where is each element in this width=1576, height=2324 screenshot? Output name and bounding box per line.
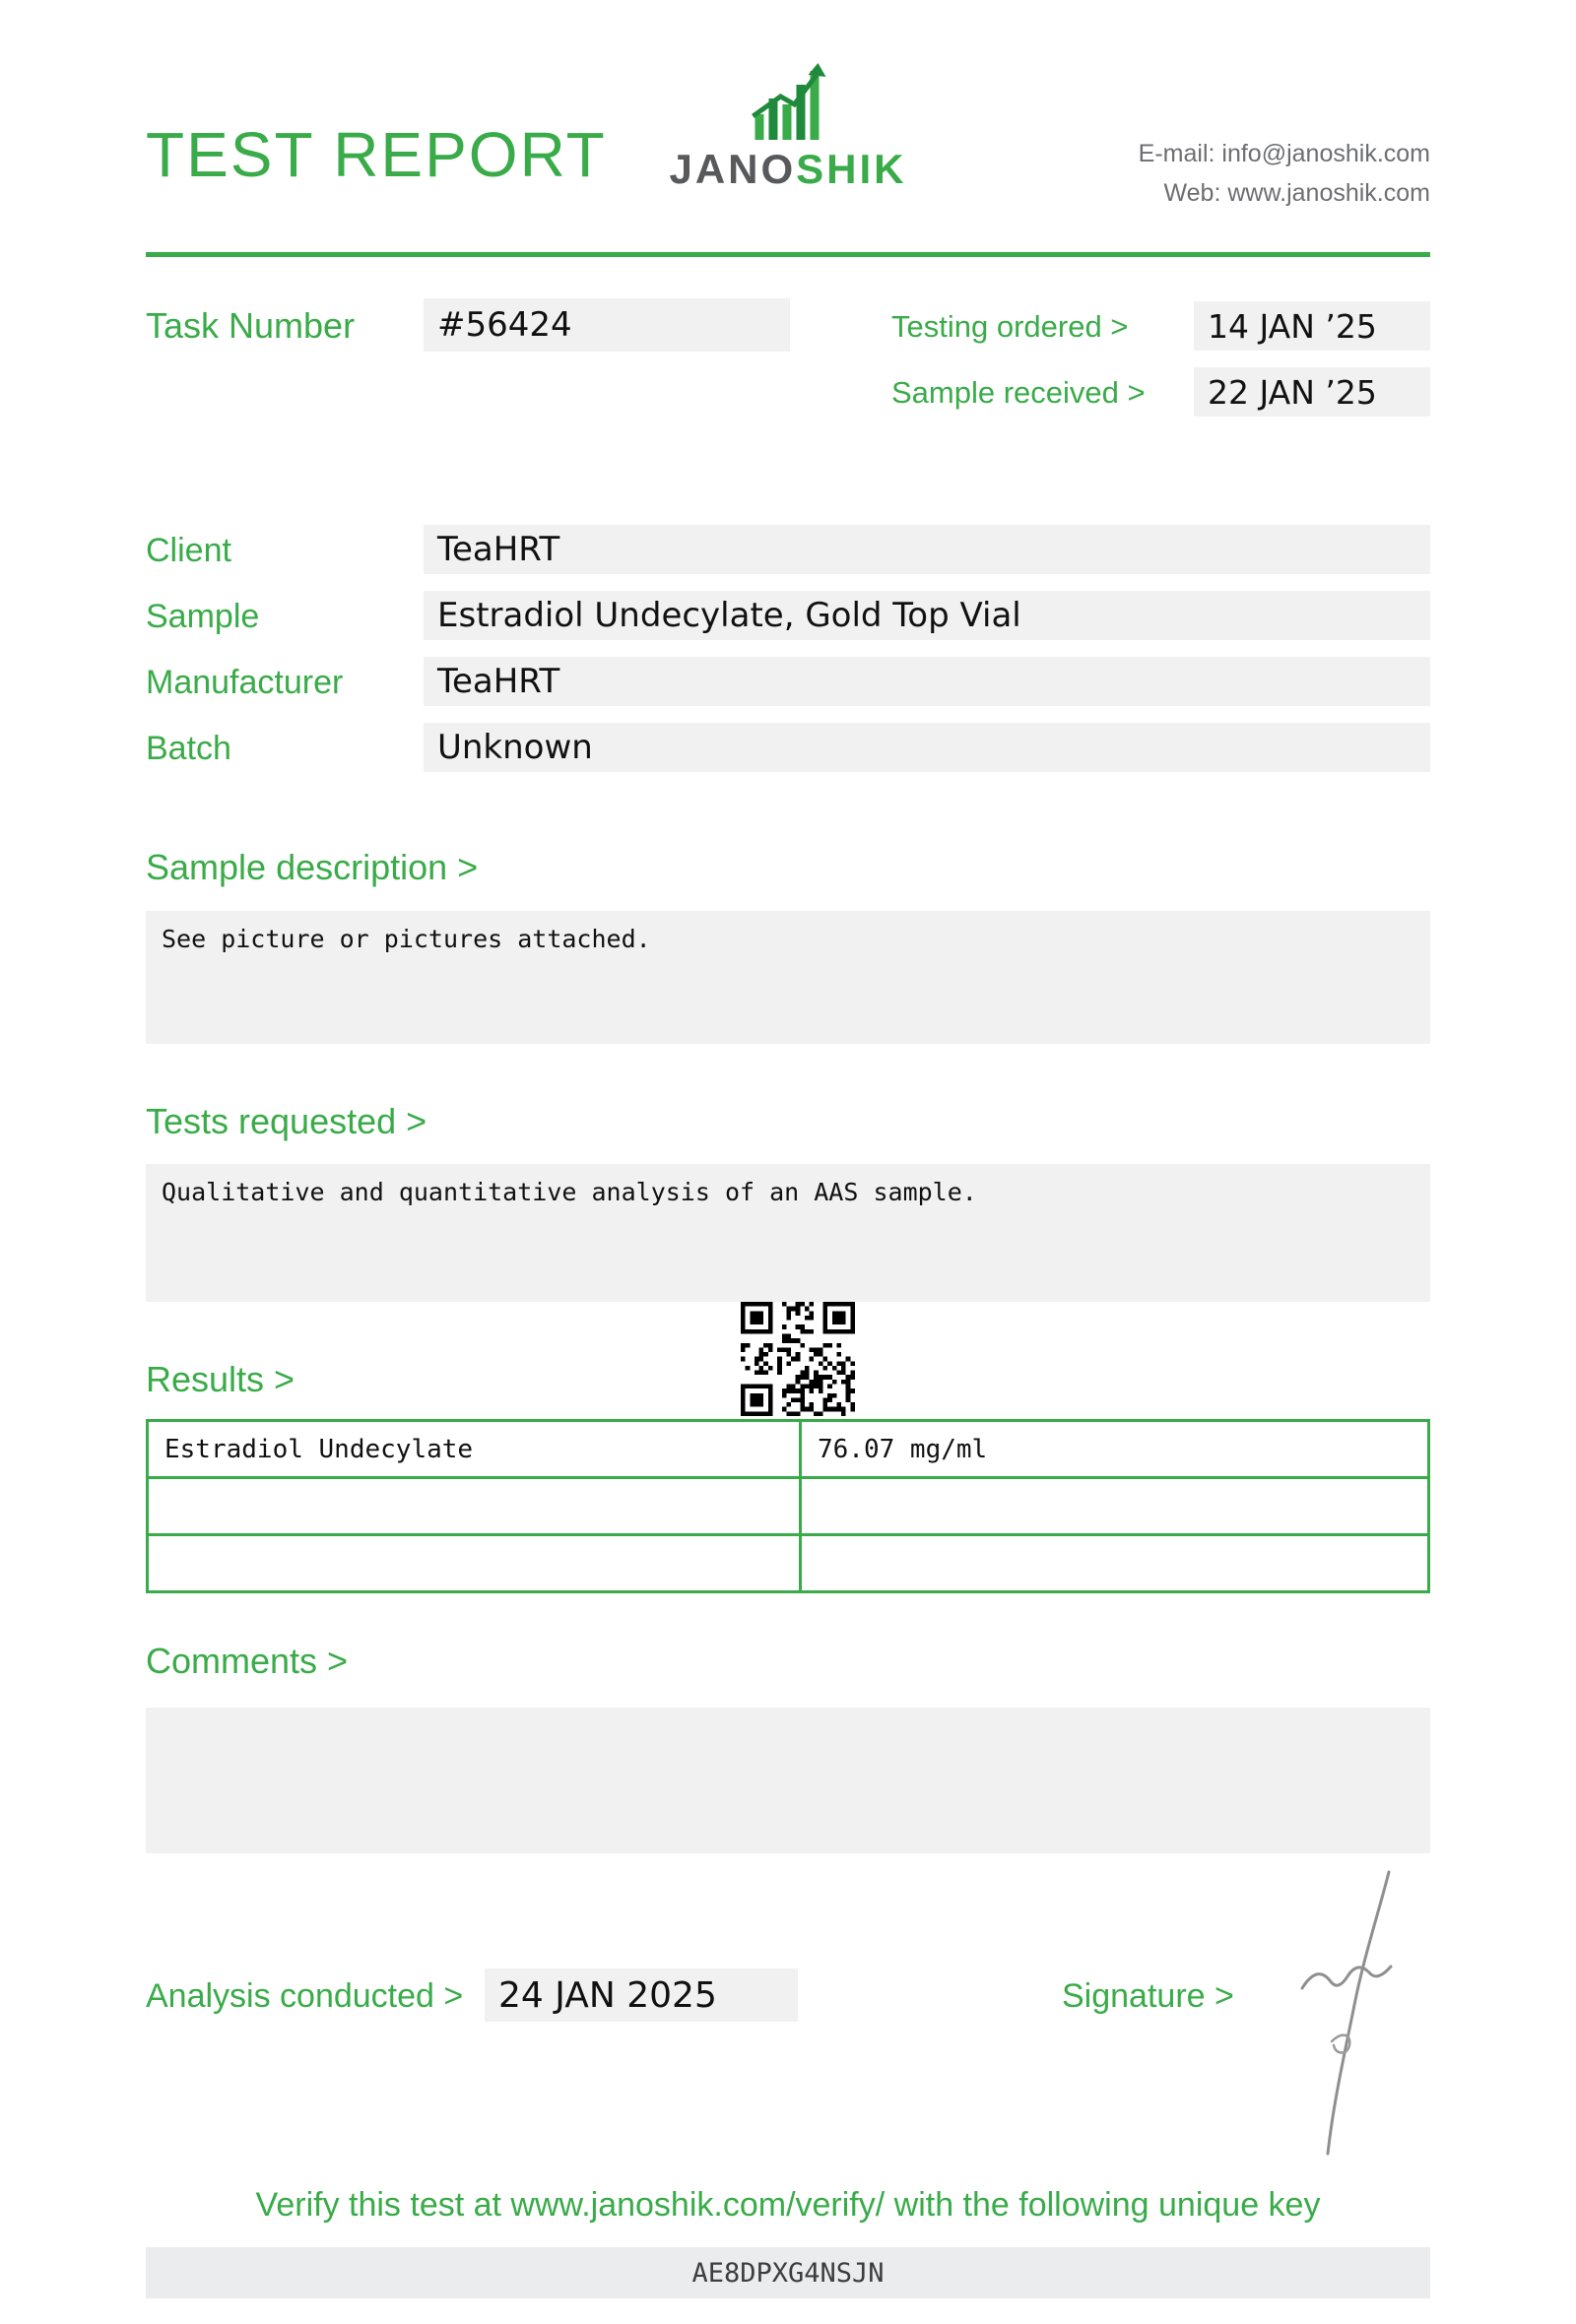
page-title: TEST REPORT	[146, 119, 607, 190]
comments-box	[146, 1708, 1430, 1853]
web-label: Web:	[1163, 179, 1221, 207]
analysis-date-value: 24 JAN 2025	[485, 1969, 798, 2022]
logo-chart-icon	[729, 59, 847, 144]
client-label: Client	[146, 532, 231, 569]
result-row	[148, 1478, 1429, 1535]
client-value: TeaHRT	[424, 525, 1430, 574]
verify-key: AE8DPXG4NSJN	[146, 2247, 1430, 2298]
task-number-value: #56424	[424, 298, 790, 352]
result-row	[148, 1535, 1429, 1592]
contact-info	[1139, 134, 1430, 213]
sample-description-text: See picture or pictures attached.	[162, 925, 651, 953]
tests-requested-heading: Tests requested >	[146, 1101, 427, 1141]
result-value-cell: 76.07 mg/ml	[801, 1421, 1429, 1478]
tests-requested-box	[146, 1164, 1430, 1302]
signature-image	[1273, 1864, 1440, 2164]
sample-label: Sample	[146, 598, 260, 635]
result-value-cell	[801, 1478, 1429, 1535]
logo-text-jano: JANO	[669, 146, 797, 192]
testing-ordered-value: 14 JAN ’25	[1194, 301, 1430, 351]
logo-text-shik: SHIK	[796, 146, 907, 192]
result-row	[148, 1421, 1429, 1478]
manufacturer-label: Manufacturer	[146, 664, 344, 701]
results-heading: Results >	[146, 1359, 296, 1399]
sample-received-label: Sample received >	[891, 375, 1146, 410]
verify-text: Verify this test at www.janoshik.com/verify/ with the following unique key	[255, 2186, 1321, 2224]
result-value-cell	[801, 1535, 1429, 1592]
result-name-cell	[148, 1478, 801, 1535]
batch-value: Unknown	[424, 723, 1430, 772]
result-name-cell	[148, 1535, 801, 1592]
result-name-cell: Estradiol Undecylate	[148, 1421, 801, 1478]
signature-label: Signature >	[1062, 1977, 1234, 2015]
sample-value: Estradiol Undecylate, Gold Top Vial	[424, 591, 1430, 640]
qr-code	[741, 1302, 855, 1416]
email-line	[1139, 134, 1430, 173]
brand-logo	[669, 59, 906, 193]
sample-received-value: 22 JAN ’25	[1194, 367, 1430, 417]
testing-ordered-label: Testing ordered >	[891, 309, 1129, 344]
manufacturer-value: TeaHRT	[424, 657, 1430, 706]
web-line	[1139, 173, 1430, 213]
batch-label: Batch	[146, 730, 231, 767]
email-value: info@janoshik.com	[1221, 140, 1430, 167]
sample-description-heading: Sample description >	[146, 847, 479, 887]
tests-requested-text: Qualitative and quantitative analysis of an AAS sample.	[162, 1178, 977, 1206]
sample-description-box	[146, 911, 1430, 1044]
web-value: www.janoshik.com	[1227, 179, 1430, 207]
task-number-label: Task Number	[146, 305, 356, 346]
header-divider	[146, 252, 1430, 257]
email-label: E-mail:	[1138, 140, 1215, 167]
analysis-conducted-label: Analysis conducted >	[146, 1977, 464, 2015]
results-table	[146, 1419, 1430, 1593]
comments-heading: Comments >	[146, 1641, 349, 1681]
logo-text	[669, 146, 906, 193]
